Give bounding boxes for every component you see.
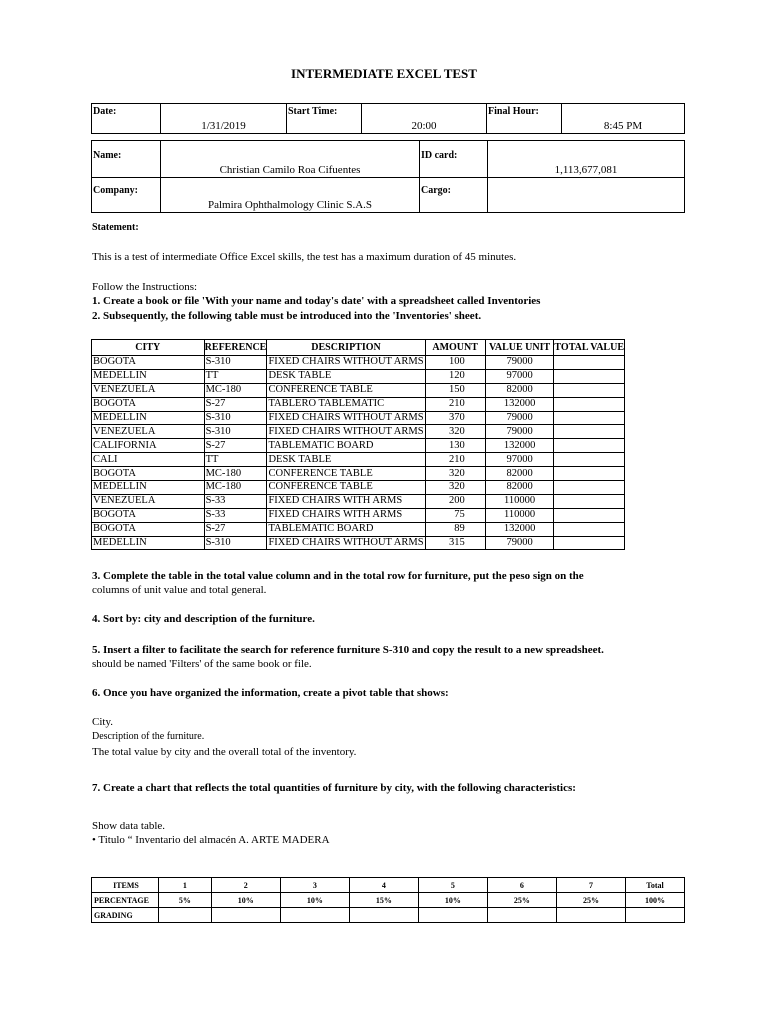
cell-description: CONFERENCE TABLE	[267, 383, 425, 397]
cell-amount: 320	[425, 425, 485, 439]
company-label: Company:	[92, 178, 161, 213]
inventory-table	[91, 339, 625, 550]
cell-amount: 89	[425, 522, 485, 536]
cell-total-value	[554, 397, 625, 411]
cell-value-unit: 82000	[485, 481, 554, 495]
cell-value-unit: 82000	[485, 467, 554, 481]
cell-reference: TT	[204, 369, 267, 383]
grading-cell	[349, 908, 418, 923]
step-6: 6. Once you have organized the information, create a pivot table that shows:	[92, 687, 449, 699]
grading-label: GRADING	[92, 908, 159, 923]
inventory-row	[92, 481, 625, 495]
inventory-row	[92, 397, 625, 411]
item-cell: 7	[556, 878, 625, 893]
statement-text: This is a test of intermediate Office Excel skills, the test has a maximum duration of 45 minutes.	[92, 251, 517, 263]
cell-description: FIXED CHAIRS WITHOUT ARMS	[268, 412, 424, 423]
item-cell: 4	[349, 878, 418, 893]
cell-value-unit: 132000	[485, 439, 554, 453]
grading-cell	[159, 908, 212, 923]
cell-amount: 320	[425, 481, 485, 495]
cell-total-value	[554, 369, 625, 383]
step-5-continued: should be named 'Filters' of the same book or file.	[92, 658, 312, 670]
inventory-row	[92, 383, 625, 397]
step-4: 4. Sort by: city and description of the furniture.	[92, 613, 315, 625]
name-label: Name:	[92, 141, 161, 178]
cell-amount: 100	[425, 356, 485, 370]
cell-reference: MC-180	[204, 481, 267, 495]
cell-amount: 370	[425, 411, 485, 425]
cell-reference: S-310	[204, 536, 267, 550]
inventory-row	[92, 425, 625, 439]
cell-city: MEDELLIN	[92, 536, 205, 550]
grading-cell	[418, 908, 487, 923]
id-card-label: ID card:	[420, 141, 488, 178]
cell-value-unit: 82000	[485, 383, 554, 397]
cell-total-value	[554, 522, 625, 536]
cell-description: DESK TABLE	[267, 369, 425, 383]
percentage-cell: 5%	[159, 893, 212, 908]
cargo-value	[488, 178, 685, 213]
cell-city: MEDELLIN	[92, 369, 205, 383]
inventory-row	[92, 411, 625, 425]
cell-description: DESK TABLE	[267, 453, 425, 467]
step-7: 7. Create a chart that reflects the total quantities of furniture by city, with the following characteristics:	[92, 782, 576, 794]
cell-description: FIXED CHAIRS WITH ARMS	[267, 494, 425, 508]
date-value: 1/31/2019	[161, 104, 287, 134]
personal-info-table	[91, 140, 685, 213]
cell-total-value	[554, 356, 625, 370]
step-3: 3. Complete the table in the total value column and in the total row for furniture, put the peso sign on the	[92, 570, 584, 582]
inventory-row	[92, 467, 625, 481]
cell-city: CALIFORNIA	[92, 439, 205, 453]
cell-amount: 320	[425, 467, 485, 481]
cell-value-unit: 97000	[485, 453, 554, 467]
cell-value-unit: 79000	[485, 536, 554, 550]
grading-cell	[487, 908, 556, 923]
cell-amount: 130	[425, 439, 485, 453]
percentage-cell: 15%	[349, 893, 418, 908]
percentage-cell: 25%	[556, 893, 625, 908]
item-total-cell: Total	[626, 878, 685, 893]
cell-reference: S-310	[204, 411, 267, 425]
step-2: 2. Subsequently, the following table must be introduced into the 'Inventories' sheet.	[92, 310, 482, 322]
pivot-city: City.	[92, 716, 113, 728]
cell-amount: 315	[425, 536, 485, 550]
cell-value-unit: 132000	[485, 522, 554, 536]
inventory-row	[92, 356, 625, 370]
cell-reference: MC-180	[204, 383, 267, 397]
cell-reference: S-33	[204, 508, 267, 522]
cell-total-value	[554, 508, 625, 522]
items-label: ITEMS	[92, 878, 159, 893]
items-row	[92, 878, 685, 893]
cell-city: MEDELLIN	[92, 411, 205, 425]
cell-city: BOGOTA	[92, 467, 205, 481]
start-time-value: 20:00	[362, 104, 487, 134]
percentage-cell: 10%	[418, 893, 487, 908]
cell-city: VENEZUELA	[92, 425, 205, 439]
cell-value-unit: 97000	[485, 369, 554, 383]
percentage-total-cell: 100%	[626, 893, 685, 908]
inventory-row	[92, 522, 625, 536]
percentage-label: PERCENTAGE	[92, 893, 159, 908]
cell-city: BOGOTA	[92, 397, 205, 411]
col-value-unit: VALUE UNIT	[485, 340, 554, 356]
cell-reference: S-33	[204, 494, 267, 508]
inventory-row	[92, 508, 625, 522]
grading-cell	[556, 908, 625, 923]
col-description: DESCRIPTION	[267, 340, 425, 356]
grading-cell	[280, 908, 349, 923]
cell-total-value	[554, 383, 625, 397]
col-total-value: TOTAL VALUE	[554, 340, 625, 356]
cell-reference: MC-180	[204, 467, 267, 481]
cell-reference: S-27	[204, 439, 267, 453]
inventory-row	[92, 369, 625, 383]
cell-amount: 75	[425, 508, 485, 522]
percentage-cell: 25%	[487, 893, 556, 908]
cell-total-value	[554, 411, 625, 425]
cell-total-value	[554, 467, 625, 481]
grading-cell	[211, 908, 280, 923]
percentage-cell: 10%	[280, 893, 349, 908]
inventory-header-row	[92, 340, 625, 356]
start-time-label: Start Time:	[287, 104, 362, 134]
pivot-total: The total value by city and the overall total of the inventory.	[92, 746, 357, 758]
chart-title-instruction: • Titulo “ Inventario del almacén A. ARTE MADERA	[92, 834, 330, 846]
cell-value-unit: 79000	[485, 411, 554, 425]
cell-city: VENEZUELA	[92, 494, 205, 508]
inventory-row	[92, 453, 625, 467]
percentage-row	[92, 893, 685, 908]
cell-description: FIXED CHAIRS WITHOUT ARMS	[268, 356, 424, 368]
cell-value-unit: 79000	[485, 356, 554, 370]
cell-value-unit: 110000	[485, 494, 554, 508]
final-hour-label: Final Hour:	[487, 104, 562, 134]
statement-label: Statement:	[92, 222, 139, 233]
cell-total-value	[554, 453, 625, 467]
cell-value-unit: 132000	[485, 397, 554, 411]
cell-reference: S-310	[204, 356, 267, 370]
col-reference: REFERENCE	[204, 340, 267, 356]
final-hour-value: 8:45 PM	[562, 104, 685, 134]
cell-description: CONFERENCE TABLE	[267, 467, 425, 481]
cell-total-value	[554, 494, 625, 508]
date-time-table	[91, 103, 685, 134]
step-5: 5. Insert a filter to facilitate the search for reference furniture S-310 and copy the result to a new spreadsheet.	[92, 644, 604, 656]
cell-description: CONFERENCE TABLE	[267, 481, 425, 495]
percentage-cell: 10%	[211, 893, 280, 908]
cell-reference: TT	[204, 453, 267, 467]
cell-description: FIXED CHAIRS WITHOUT ARMS	[268, 537, 424, 549]
step-1: 1. Create a book or file 'With your name and today's date' with a spreadsheet called Inventories	[92, 295, 541, 307]
step-3-continued: columns of unit value and total general.	[92, 584, 267, 596]
item-cell: 6	[487, 878, 556, 893]
cell-value-unit: 110000	[485, 508, 554, 522]
name-value: Christian Camilo Roa Cifuentes	[161, 141, 420, 178]
cell-city: BOGOTA	[92, 522, 205, 536]
cell-amount: 210	[425, 397, 485, 411]
cell-city: CALI	[92, 453, 205, 467]
cell-reference: S-310	[204, 425, 267, 439]
cell-amount: 150	[425, 383, 485, 397]
cargo-label: Cargo:	[420, 178, 488, 213]
grading-row	[92, 908, 685, 923]
cell-amount: 120	[425, 369, 485, 383]
item-cell: 3	[280, 878, 349, 893]
company-value: Palmira Ophthalmology Clinic S.A.S	[161, 178, 420, 213]
cell-description: FIXED CHAIRS WITH ARMS	[267, 508, 425, 522]
chart-show-data-table: Show data table.	[92, 820, 166, 832]
follow-instructions: Follow the Instructions:	[92, 281, 198, 293]
cell-city: MEDELLIN	[92, 481, 205, 495]
cell-city: VENEZUELA	[92, 383, 205, 397]
inventory-row	[92, 536, 625, 550]
cell-reference: S-27	[204, 397, 267, 411]
item-cell: 2	[211, 878, 280, 893]
cell-value-unit: 79000	[485, 425, 554, 439]
id-card-value: 1,113,677,081	[488, 141, 685, 178]
cell-total-value	[554, 425, 625, 439]
cell-description: FIXED CHAIRS WITHOUT ARMS	[268, 425, 424, 437]
inventory-row	[92, 439, 625, 453]
item-cell: 1	[159, 878, 212, 893]
cell-amount: 210	[425, 453, 485, 467]
cell-reference: S-27	[204, 522, 267, 536]
item-cell: 5	[418, 878, 487, 893]
cell-total-value	[554, 481, 625, 495]
col-city: CITY	[92, 340, 205, 356]
cell-amount: 200	[425, 494, 485, 508]
cell-description: TABLEMATIC BOARD	[267, 522, 425, 536]
cell-description: TABLEMATIC BOARD	[267, 439, 425, 453]
cell-total-value	[554, 439, 625, 453]
grading-table	[91, 877, 685, 923]
page-title: INTERMEDIATE EXCEL TEST	[291, 66, 477, 81]
date-label: Date:	[92, 104, 161, 134]
col-amount: AMOUNT	[425, 340, 485, 356]
cell-total-value	[554, 536, 625, 550]
cell-city: BOGOTA	[92, 508, 205, 522]
cell-city: BOGOTA	[92, 356, 205, 370]
cell-description: TABLERO TABLEMATIC	[267, 397, 425, 411]
grading-cell	[626, 908, 685, 923]
inventory-row	[92, 494, 625, 508]
pivot-description: Description of the furniture.	[92, 731, 205, 742]
